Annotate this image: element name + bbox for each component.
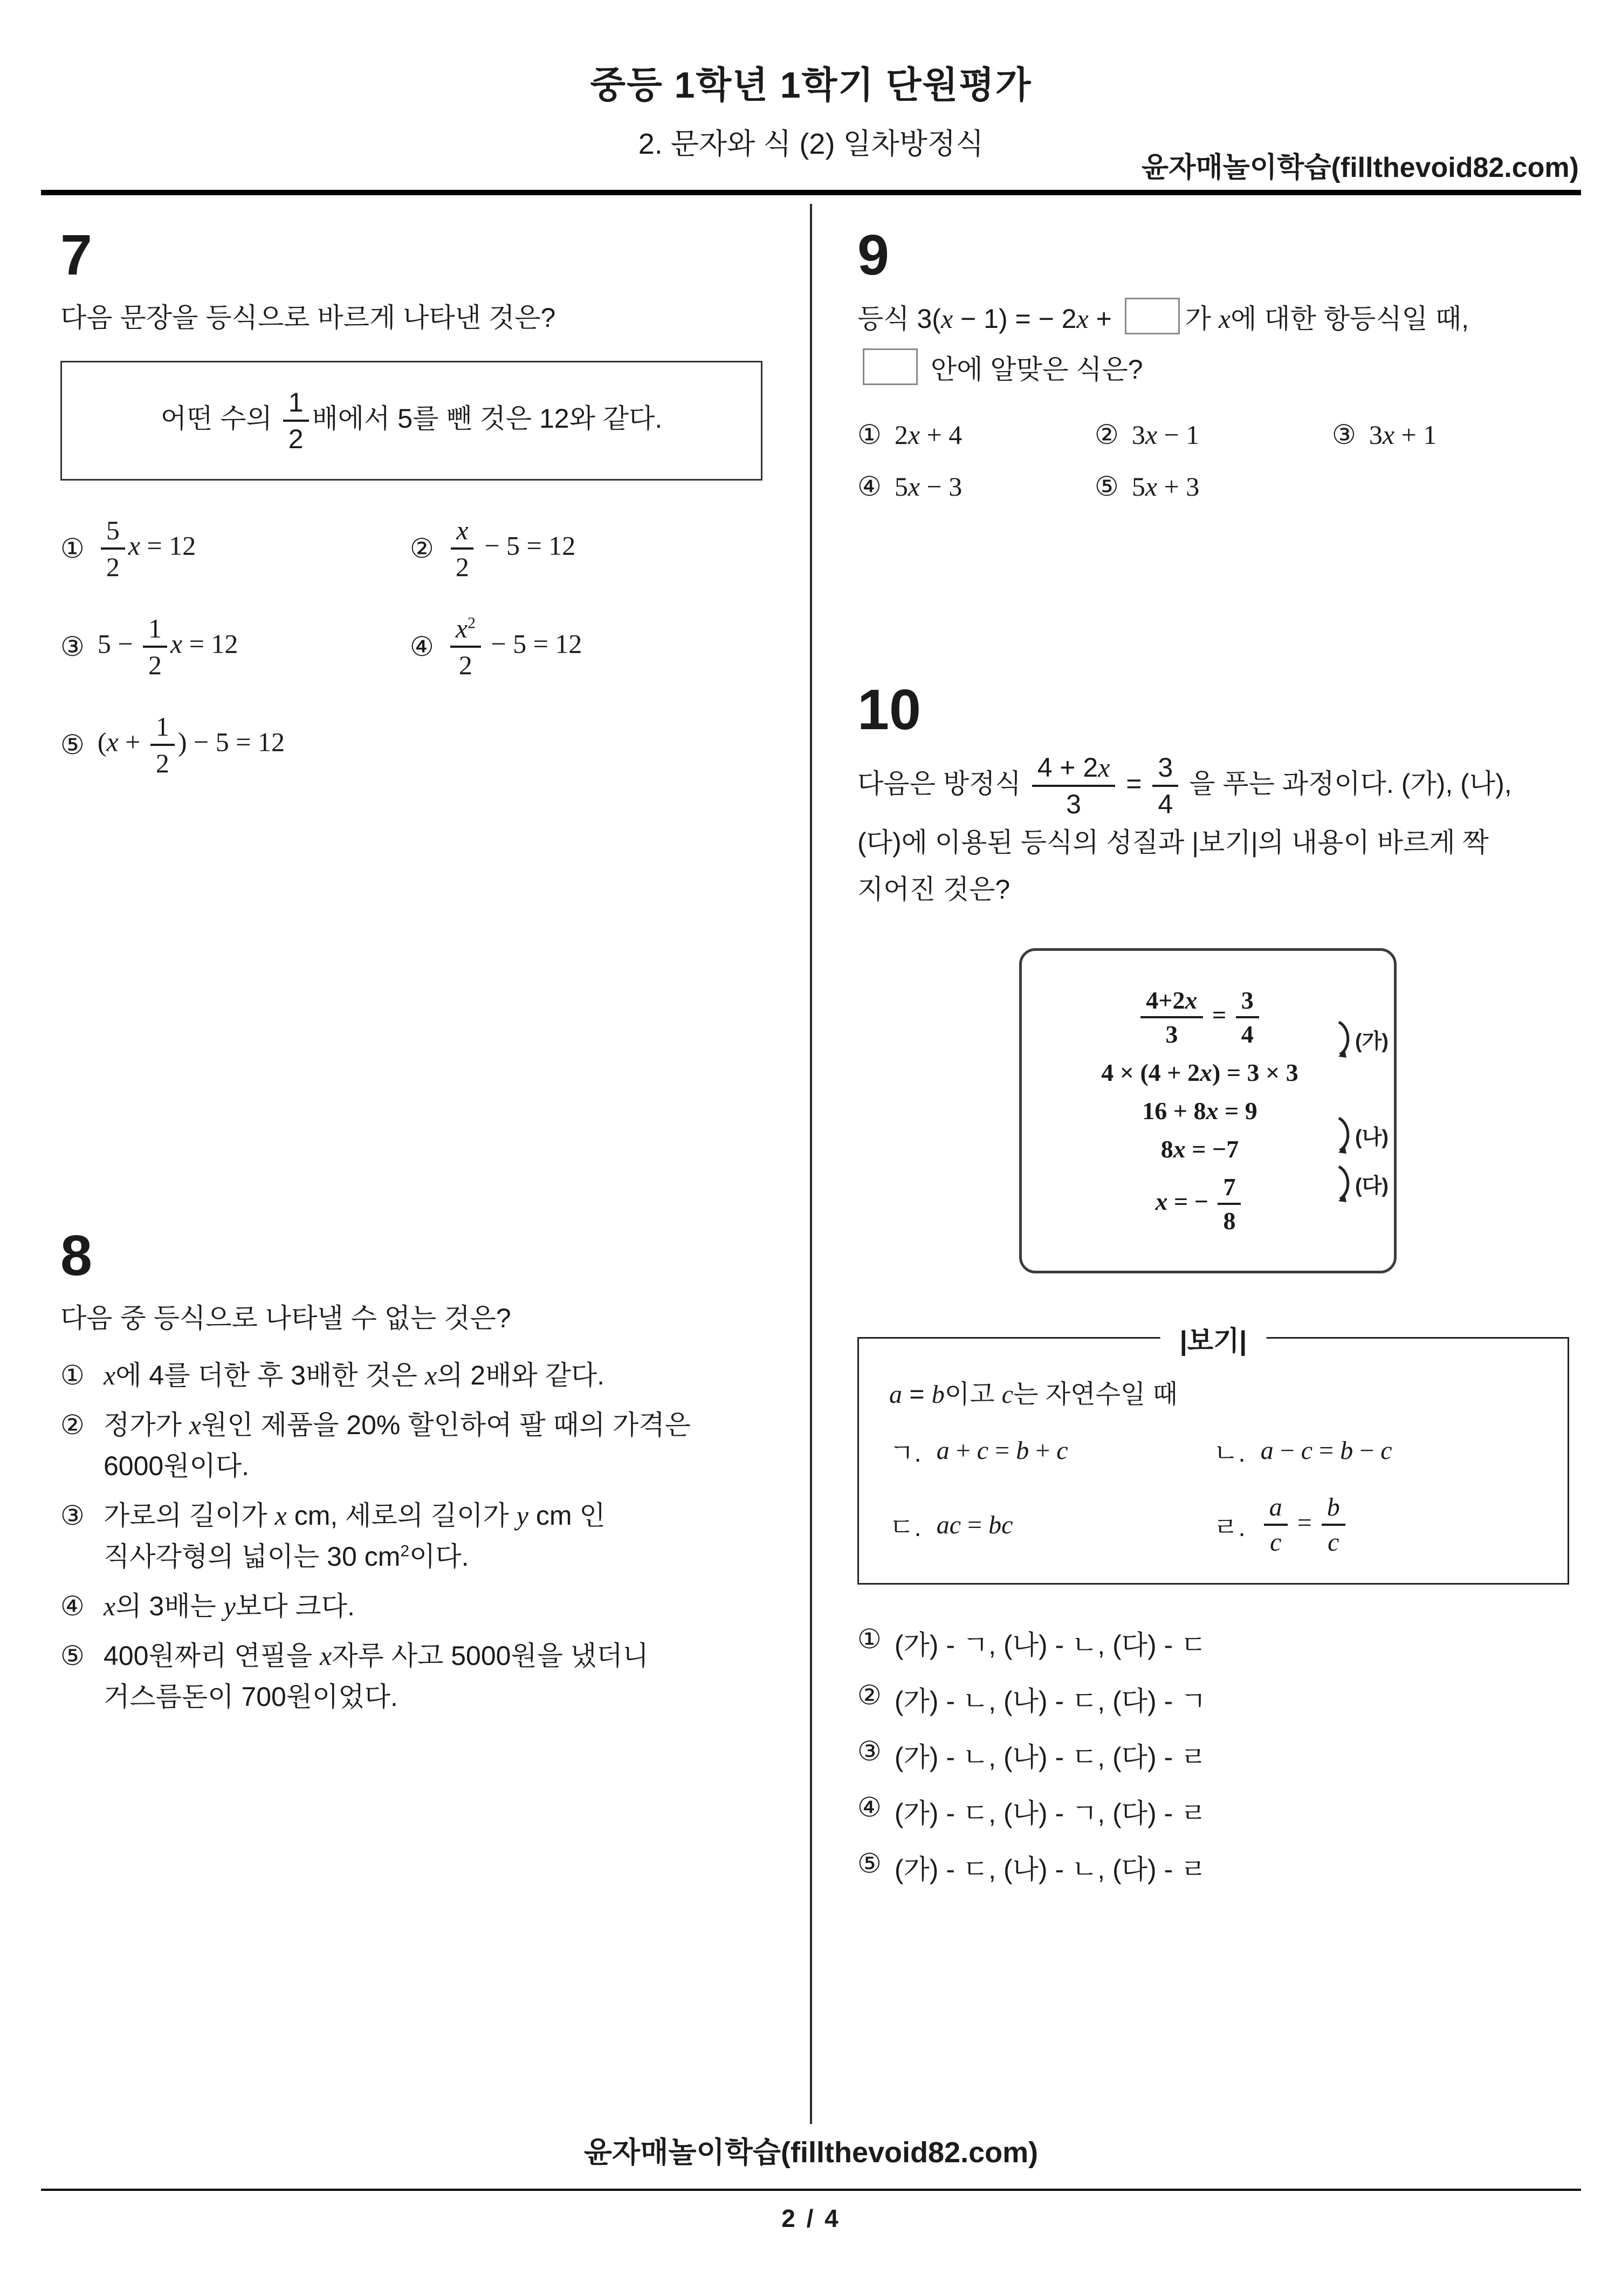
option-formula: 5x + 3 [1131,471,1200,502]
curved-arrow-icon [1337,1020,1353,1059]
option-label: ① [857,420,882,450]
option-formula: $\frac{x}{2}$ − 5 = 12 [447,515,575,582]
options-list [60,1355,767,1717]
option-2 [857,1680,1569,1718]
option-text: (가) - ㄱ, (나) - ㄴ, (다) - ㄷ [894,1630,1207,1661]
option-formula: 3x − 1 [1131,420,1200,450]
bogi-item-n [1213,1432,1537,1469]
option-label: ③ [60,631,85,662]
site-watermark: 윤자매놀이학습(fillthevoid82.com) [1141,152,1579,183]
option-1 [60,515,410,582]
question-number: 7 [60,223,92,287]
bogi-item-label: ㄹ. [1213,1513,1246,1542]
option-1 [857,419,1095,450]
option-label: ③ [1332,420,1356,450]
option-3 [857,1736,1569,1774]
header-rule [41,190,1581,195]
option-label: ① [60,533,85,564]
page-subtitle: 2. 문자와 식 (2) 일차방정식 [638,128,984,160]
option-text: (가) - ㄷ, (나) - ㄴ, (다) - ㄹ [894,1854,1207,1885]
option-text: x에 4를 더한 후 3배한 것은 x의 2배와 같다. [104,1360,605,1390]
question-10 [857,680,1569,1887]
option-label: ⑤ [60,1640,85,1671]
options-list [857,1623,1569,1887]
option-4 [857,1792,1569,1831]
bogi-item-formula: ac = bc [936,1510,1013,1539]
option-label: ③ [60,1500,85,1531]
question-8 [60,1223,767,1717]
step-arrow-da [1337,1164,1389,1203]
option-label: ④ [410,631,434,662]
question-prompt: 다음 문장을 등식으로 바르게 나타낸 것은? [60,303,556,333]
option-label: ⑤ [60,729,85,760]
derivation-line-2: 4 × (4 + 2x) = 3 × 3 [1101,1058,1298,1086]
bogi-intro: a = b이고 c는 자연수일 때 [889,1380,1178,1409]
question-number: 9 [857,223,889,287]
option-formula: 2x + 4 [894,420,963,450]
option-label: ④ [857,471,882,502]
bogi-item-d [889,1493,1213,1558]
option-label: ③ [857,1736,882,1767]
question-7 [60,225,767,778]
question-prompt-line2: 안에 알맞은 식은? [857,348,1569,391]
option-text: 가로의 길이가 x cm, 세로의 길이가 y cm 인 직사각형의 넓이는 30 $cm^2$이다. [104,1500,606,1572]
footer-site: 윤자매놀이학습(fillthevoid82.com) [583,2136,1039,2169]
derivation-line-5: x = − $\frac{7}{8}$ [1038,1173,1362,1235]
bogi-item-formula: a + c = b + c [936,1436,1068,1465]
bogi-item-r [1213,1493,1537,1558]
option-3 [60,1495,767,1577]
option-3 [60,613,410,680]
options-list [857,419,1569,502]
option-text: (가) - ㄴ, (나) - ㄷ, (다) - ㄱ [894,1686,1207,1717]
step-arrow-label: (나) [1355,1126,1389,1149]
option-label: ② [410,533,434,564]
option-label: ② [1095,420,1119,450]
option-text: (가) - ㄴ, (나) - ㄷ, (다) - ㄹ [894,1742,1207,1773]
curved-arrow-icon [1337,1164,1353,1203]
option-formula: 3x + 1 [1369,420,1437,450]
derivation-line-3: 16 + 8x = 9 [1142,1096,1257,1125]
left-column [60,216,767,1726]
question-number: 10 [857,678,921,742]
option-label: ② [857,1680,882,1711]
option-label: ⑤ [1095,471,1119,502]
option-formula: 5 − $\frac{1}{2}$ x = 12 [97,613,238,680]
option-text: (가) - ㄷ, (나) - ㄱ, (다) - ㄹ [894,1798,1207,1829]
step-arrow-label: (다) [1355,1175,1389,1198]
bogi-box [857,1325,1569,1585]
column-divider [810,204,812,2124]
option-4 [857,471,1095,502]
option-label: ② [60,1409,85,1440]
bogi-item-formula: $\frac{a}{c}$ = $\frac{b}{c}$ [1261,1493,1349,1558]
right-column [857,216,1569,1904]
option-4 [60,1586,767,1627]
question-prompt: 다음 중 등식으로 나타낼 수 없는 것은? [60,1303,511,1334]
option-1 [60,1355,767,1396]
blank-box [1125,298,1180,334]
blank-box [863,348,918,385]
option-label: ① [60,1360,85,1390]
question-prompt: 다음은 방정식 $\frac{4 + 2x}{3}$ = $\frac{3}{4}$ 을 푸는 과정이다. (가), (나), (다)에 이용된 등식의 성질과 |보기|의 내용이 바르게 짝 지어진 것은? [857,752,1512,905]
derivation-box [1019,948,1397,1273]
question-number: 8 [60,1223,92,1287]
option-5 [60,711,410,778]
step-arrow-ga [1337,1020,1389,1059]
option-1 [857,1623,1569,1662]
page-title: 중등 1학년 1학기 단원평가 [590,65,1032,106]
bogi-item-label: ㄷ. [889,1513,922,1542]
bogi-title: |보기| [1160,1319,1267,1358]
page-number: 2 / 4 [781,2204,841,2232]
option-4 [410,613,767,680]
statement-box: 어떤 수의 $\frac{1}{2}$ 배에서 5를 뺀 것은 12와 같다. [60,361,762,481]
question-9 [857,225,1569,502]
option-label: ④ [60,1591,85,1621]
option-formula: $\frac{5}{2}$ x = 12 [98,515,196,582]
option-formula: $\frac{x^2}{2}$ − 5 = 12 [447,613,582,680]
bogi-item-formula: a − c = b − c [1260,1436,1392,1465]
option-label: ⑤ [857,1848,882,1879]
derivation-line-1: $\frac{4+2x}{3}$ = $\frac{3}{4}$ [1038,986,1362,1048]
curved-arrow-icon [1337,1116,1353,1155]
option-3 [1332,419,1569,450]
bogi-item-label: ㄴ. [1213,1438,1246,1468]
option-5 [1095,471,1332,502]
option-2 [60,1404,767,1486]
option-label: ④ [857,1792,882,1823]
footer-rule [41,2189,1581,2191]
derivation-line-4: 8x = −7 [1160,1135,1239,1163]
option-formula: 5x − 3 [894,471,963,502]
option-label: ① [857,1624,882,1655]
step-arrow-label: (가) [1355,1030,1389,1053]
bogi-items [889,1432,1537,1558]
option-formula: (x + $\frac{1}{2}$ ) − 5 = 12 [97,711,285,778]
option-text: 400원짜리 연필을 x자루 사고 5000원을 냈더니 거스름돈이 700원이었다. [104,1640,649,1712]
step-arrow-na [1337,1116,1389,1155]
options-list [60,515,767,778]
option-2 [410,515,767,582]
question-prompt-line1: 등식 3(x − 1) = − 2x + 가 x에 대한 항등식일 때, [857,297,1569,340]
option-5 [60,1635,767,1717]
option-text: x의 3배는 y보다 크다. [104,1591,355,1621]
option-5 [857,1848,1569,1887]
option-2 [1095,419,1332,450]
bogi-item-g [889,1432,1213,1469]
bogi-item-label: ㄱ. [889,1438,922,1468]
option-text: 정가가 x원인 제품을 20% 할인하여 팔 때의 가격은 6000원이다. [104,1409,691,1481]
